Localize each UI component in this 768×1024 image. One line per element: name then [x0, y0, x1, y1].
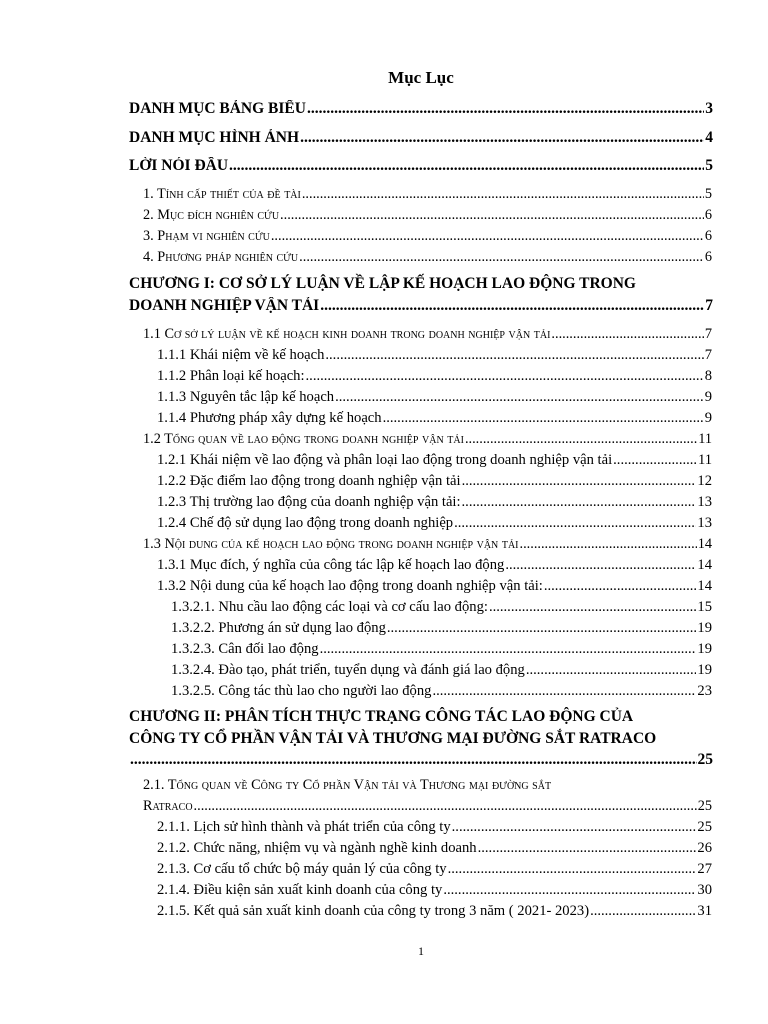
toc-entry-page: 6 [704, 249, 712, 265]
toc-entry-page: 15 [697, 599, 712, 615]
toc-entry-text: 1.2 Tổng quan về lao động trong doanh nghiệp vận tải [143, 431, 464, 447]
toc-leader [194, 798, 697, 815]
toc-entry-page: 31 [697, 903, 712, 919]
toc-entry-page: 9 [704, 389, 712, 405]
toc-leader [505, 557, 696, 574]
toc-leader [443, 882, 696, 899]
chapter-heading-line[interactable]: CHƯƠNG II: PHÂN TÍCH THỰC TRẠNG CÔNG TÁC LAO ĐỘNG CỦA [129, 708, 634, 725]
toc-entry-page: 27 [697, 861, 712, 877]
toc-entry[interactable] [129, 157, 713, 175]
toc-entry[interactable] [157, 389, 712, 406]
toc-entry[interactable] [157, 452, 712, 469]
toc-entry-page: 25 [697, 798, 712, 814]
toc-entry[interactable] [157, 840, 712, 857]
toc-leader [387, 620, 697, 637]
toc-entry-page: 19 [697, 620, 712, 636]
toc-entry-page: 19 [697, 662, 712, 678]
toc-entry-text: 2.1.2. Chức năng, nhiệm vụ và ngành nghề kinh doanh [157, 840, 477, 856]
toc-leader [613, 452, 697, 469]
toc-entry[interactable] [129, 751, 713, 769]
toc-entry-text: Ratraco [143, 798, 193, 814]
toc-entry[interactable] [171, 641, 712, 658]
toc-leader [452, 819, 697, 836]
toc-leader [307, 100, 704, 118]
toc-entry-page: 12 [697, 473, 712, 489]
toc-leader [551, 326, 703, 343]
toc-leader [300, 129, 704, 147]
toc-leader [590, 903, 696, 920]
toc-entry[interactable] [143, 207, 712, 224]
toc-entry-text: 1.3.2.4. Đào tạo, phát triển, tuyển dụng và đánh giá lao động [171, 662, 525, 678]
toc-leader [448, 861, 697, 878]
toc-entry[interactable] [157, 410, 712, 427]
toc-entry-text: 1.1.2 Phân loại kế hoạch: [157, 368, 305, 384]
toc-entry[interactable] [171, 599, 712, 616]
toc-entry-text: 4. Phương pháp nghiên cứu [143, 249, 299, 265]
toc-entry-text: 1.3.1 Mục đích, ý nghĩa của công tác lập kế hoạch lao động [157, 557, 505, 573]
toc-leader [302, 186, 704, 203]
toc-entry-text: 2. Mục đích nghiên cứu [143, 207, 280, 223]
toc-leader [544, 578, 697, 595]
toc-entry[interactable] [143, 186, 712, 203]
toc-entry-text: 1.3.2.3. Cân đối lao động [171, 641, 319, 657]
toc-entry-text: 1.1.1 Khái niệm về kế hoạch [157, 347, 325, 363]
toc-leader [383, 410, 704, 427]
toc-entry[interactable] [157, 473, 712, 490]
toc-entry[interactable] [143, 326, 712, 343]
toc-entry[interactable] [143, 228, 712, 245]
toc-leader [299, 249, 704, 266]
toc-entry-text: 1.3.2.1. Nhu cầu lao động các loại và cơ cấu lao động: [171, 599, 488, 615]
toc-entry-page: 7 [704, 347, 712, 363]
toc-leader [306, 368, 704, 385]
chapter-heading-line[interactable]: CHƯƠNG I: CƠ SỞ LÝ LUẬN VỀ LẬP KẾ HOẠCH LAO ĐỘNG TRONG [129, 275, 636, 292]
toc-entry[interactable] [129, 129, 713, 147]
toc-entry-text: 1.1.4 Phương pháp xây dựng kế hoạch [157, 410, 382, 426]
toc-entry[interactable] [143, 431, 712, 448]
toc-entry-text: 2.1.4. Điều kiện sản xuất kinh doanh của công ty [157, 882, 443, 898]
toc-leader [320, 297, 704, 315]
toc-entry-page: 25 [697, 819, 712, 835]
toc-entry[interactable] [157, 494, 712, 511]
toc-leader [478, 840, 697, 857]
toc-entry-text: 2.1.5. Kết quả sản xuất kinh doanh của công ty trong 3 năm ( 2021- 2023) [157, 903, 590, 919]
toc-entry-page: 23 [697, 683, 712, 699]
toc-entry[interactable] [171, 662, 712, 679]
toc-entry[interactable] [143, 536, 712, 553]
toc-entry-page: 30 [697, 882, 712, 898]
toc-entry-text: 2.1.3. Cơ cấu tổ chức bộ máy quản lý của công ty [157, 861, 447, 877]
toc-leader [325, 347, 703, 364]
toc-entry-page: 13 [697, 515, 712, 531]
toc-entry[interactable] [143, 798, 712, 815]
toc-entry[interactable] [157, 347, 712, 364]
toc-entry-text: 1.1.3 Nguyên tắc lập kế hoạch [157, 389, 335, 405]
toc-entry[interactable] [171, 620, 712, 637]
toc-entry-text: 1. Tính cấp thiết của đề tài [143, 186, 301, 202]
toc-entry-page: 26 [697, 840, 712, 856]
toc-entry[interactable] [143, 249, 712, 266]
toc-entry[interactable] [129, 297, 713, 315]
toc-entry-page: 19 [697, 641, 712, 657]
toc-entry[interactable] [157, 578, 712, 595]
toc-entry-text: 1.2.2 Đặc điểm lao động trong doanh nghiệp vận tải [157, 473, 461, 489]
toc-entry-page: 14 [697, 557, 712, 573]
toc-entry-text: DANH MỤC HÌNH ẢNH [129, 129, 300, 146]
toc-leader [432, 683, 696, 700]
toc-leader [526, 662, 697, 679]
toc-entry-page: 7 [704, 326, 712, 342]
toc-entry-text: 1.3 Nội dung của kế hoạch lao động trong doanh nghiệp vận tải [143, 536, 519, 552]
section-heading-line[interactable]: 2.1. Tổng quan về Công ty Cổ phần Vận tải và Thương mại đường sắt [143, 777, 552, 793]
toc-leader [462, 494, 697, 511]
toc-entry[interactable] [157, 515, 712, 532]
toc-entry-page: 25 [697, 751, 713, 768]
toc-entry-page: 6 [704, 207, 712, 223]
toc-entry-text: LỜI NÓI ĐẦU [129, 157, 229, 174]
toc-leader [335, 389, 704, 406]
toc-entry-text: 1.3.2 Nội dung của kế hoạch lao động trong doanh nghiệp vận tải: [157, 578, 543, 594]
toc-leader [454, 515, 696, 532]
toc-leader [489, 599, 696, 616]
toc-entry-page: 5 [705, 157, 713, 174]
toc-entry[interactable] [157, 368, 712, 385]
toc-leader [271, 228, 704, 245]
toc-entry-text: 1.3.2.2. Phương án sử dụng lao động [171, 620, 386, 636]
toc-entry-page: 11 [697, 452, 712, 468]
toc-entry-text: DANH MỤC BẢNG BIỂU [129, 100, 306, 117]
toc-entry[interactable] [157, 903, 712, 920]
page-number: 1 [418, 944, 424, 958]
toc-entry-text: 3. Phạm vi nghiên cứu [143, 228, 270, 244]
toc-leader [462, 473, 697, 490]
toc-entry[interactable] [157, 861, 712, 878]
toc-entry-text: DOANH NGHIỆP VẬN TẢI [129, 297, 320, 314]
toc-entry-text: 1.3.2.5. Công tác thù lao cho người lao động [171, 683, 432, 699]
toc-entry-page: 14 [697, 536, 712, 552]
toc-entry-text: 2.1.1. Lịch sử hình thành và phát triển của công ty [157, 819, 451, 835]
toc-leader [130, 751, 697, 769]
toc-leader [320, 641, 697, 658]
toc-entry-text: 1.1 Cơ sở lý luận về kế hoạch kinh doanh trong doanh nghiệp vận tải [143, 326, 551, 342]
toc-entry-text: 1.2.3 Thị trường lao động của doanh nghiệp vận tải: [157, 494, 461, 510]
toc-entry-page: 14 [697, 578, 712, 594]
toc-entry[interactable] [129, 100, 713, 118]
toc-entry-text: 1.2.1 Khái niệm về lao động và phân loại lao động trong doanh nghiệp vận tải [157, 452, 613, 468]
toc-entry[interactable] [157, 557, 712, 574]
toc-entry-page: 3 [705, 100, 713, 117]
toc-entry-page: 13 [697, 494, 712, 510]
toc-leader [229, 157, 704, 175]
toc-entry-page: 7 [705, 297, 713, 314]
toc-leader [465, 431, 697, 448]
toc-entry[interactable] [157, 882, 712, 899]
toc-entry-page: 8 [704, 368, 712, 384]
toc-entry-page: 9 [704, 410, 712, 426]
toc-entry[interactable] [157, 819, 712, 836]
toc-title: Mục Lục [388, 68, 454, 87]
toc-entry-page: 11 [698, 431, 712, 447]
toc-leader [280, 207, 704, 224]
toc-entry-text: 1.2.4 Chế độ sử dụng lao động trong doanh nghiệp [157, 515, 454, 531]
toc-entry[interactable] [171, 683, 712, 700]
toc-entry-page: 4 [705, 129, 713, 146]
chapter-heading-line[interactable]: CÔNG TY CỔ PHẦN VẬN TẢI VÀ THƯƠNG MẠI ĐƯỜNG SẮT RATRACO [129, 730, 657, 747]
toc-leader [520, 536, 697, 553]
toc-entry-page: 5 [704, 186, 712, 202]
toc-entry-page: 6 [704, 228, 712, 244]
